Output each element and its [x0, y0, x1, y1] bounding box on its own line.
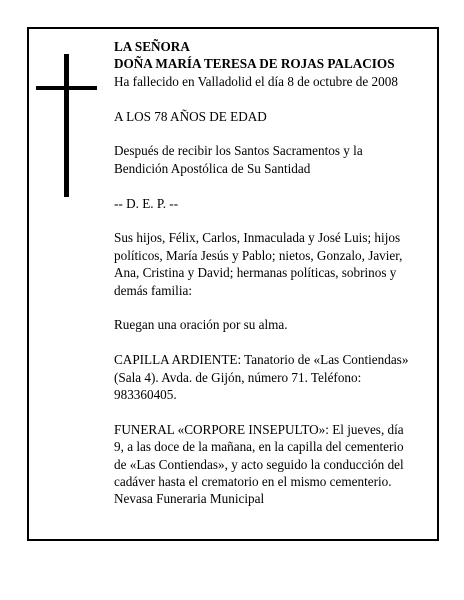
chapel-paragraph: CAPILLA ARDIENTE: Tanatorio de «Las Contiendas» (Sala 4). Avda. de Gijón, número 71. Teléfono: 983360405.: [114, 352, 409, 403]
title-line: LA SEÑORA: [114, 39, 190, 54]
age-line: A LOS 78 AÑOS DE EDAD: [114, 108, 267, 124]
sacraments-line: Después de recibir los Santos Sacramentos y la Bendición Apostólica de Su Santidad: [114, 143, 363, 176]
prayer-line: Ruegan una oración por su alma.: [114, 317, 288, 333]
family-paragraph: Sus hijos, Félix, Carlos, Inmaculada y José Luis; hijos políticos, María Jesús y Pablo; nietos, Gonzalo, Javier, Ana, Cristina y David; hermanas políticas, sobrinos y demás familia:: [114, 230, 403, 298]
funeral-home-line: Nevasa Funeraria Municipal: [114, 491, 265, 507]
obituary-text: [114, 38, 416, 508]
death-announcement: Ha fallecido en Valladolid el día 8 de octubre de 2008: [114, 73, 398, 89]
deceased-name: DOÑA MARÍA TERESA DE ROJAS PALACIOS: [114, 56, 395, 72]
funeral-paragraph: FUNERAL «CORPORE INSEPULTO»: El jueves, día 9, a las doce de la mañana, en la capilla del cementerio de «Las Contiendas», y acto seguido la conducción del cadáver hasta el crematorio en el mismo cementerio.: [114, 421, 404, 490]
cross-horizontal-bar: [36, 86, 97, 90]
cross-vertical-bar: [64, 54, 69, 197]
dep-line: -- D. E. P. --: [114, 195, 179, 211]
